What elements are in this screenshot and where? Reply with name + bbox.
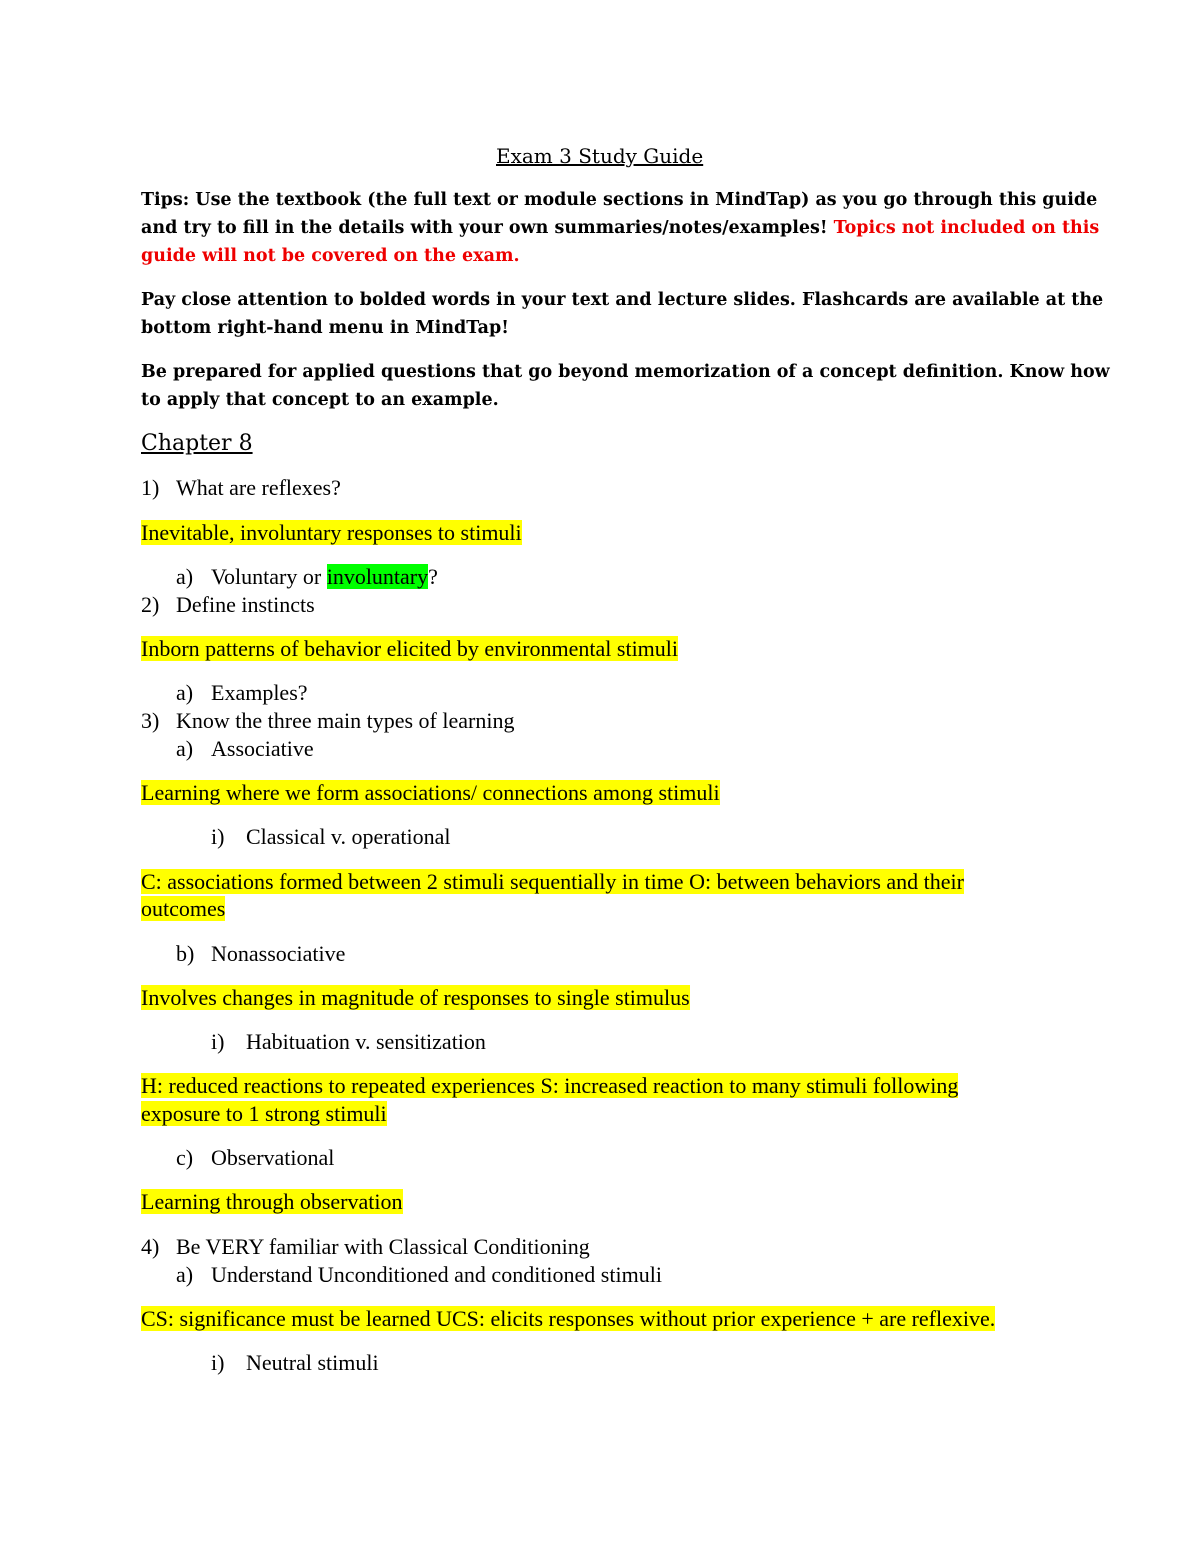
tips-warning-text: Topics not included on this: [833, 218, 1100, 238]
q2a-text: Examples?: [211, 680, 308, 705]
a3bi-answer-line-2: [141, 1100, 387, 1128]
q3a-text: Associative: [211, 736, 314, 761]
a3ai-answer-line-1: [141, 868, 964, 896]
a1-highlight: Inevitable, involuntary responses to stimuli: [141, 520, 522, 545]
q1a-text: [211, 563, 438, 591]
tips-warning-line-3: guide will not be covered on the exam.: [141, 246, 520, 266]
attention-line-2: bottom right-hand menu in MindTap!: [141, 318, 509, 338]
applied-line-1: Be prepared for applied questions that go beyond memorization of a concept definition. Know how: [141, 362, 1110, 382]
a3bi-answer-line-1: [141, 1072, 958, 1100]
a3c-highlight: Learning through observation: [141, 1189, 403, 1214]
q3c-text: Observational: [211, 1145, 335, 1170]
page-title: Exam 3 Study Guide: [496, 144, 704, 168]
q4ai-text: Neutral stimuli: [246, 1350, 379, 1375]
q1-number: 1): [141, 475, 160, 500]
q3c-number: c): [176, 1145, 194, 1170]
q1-text: What are reflexes?: [176, 475, 341, 500]
q4a-text: Understand Unconditioned and conditioned stimuli: [211, 1262, 662, 1287]
tips-line-2: [141, 214, 1099, 242]
q3ai-text: Classical v. operational: [246, 824, 451, 849]
q3b-number: b): [176, 941, 195, 966]
q1a-text-part-1: Voluntary or: [211, 564, 327, 589]
a4a-answer: [141, 1305, 995, 1333]
q3b-text: Nonassociative: [211, 941, 346, 966]
q3a-number: a): [176, 736, 194, 761]
q1a-number: a): [176, 564, 194, 589]
a4a-highlight: CS: significance must be learned UCS: elicits responses without prior experience + are reflexive.: [141, 1306, 996, 1331]
chapter-heading: Chapter 8: [141, 431, 253, 456]
applied-line-2: to apply that concept to an example.: [141, 390, 499, 410]
a3a-highlight: Learning where we form associations/ connections among stimuli: [141, 780, 720, 805]
q3bi-text: Habituation v. sensitization: [246, 1029, 486, 1054]
a3ai-highlight-1: C: associations formed between 2 stimuli sequentially in time O: between behaviors and their: [141, 869, 964, 894]
a3c-answer: [141, 1188, 403, 1216]
tips-line-1: Tips: Use the textbook (the full text or module sections in MindTap) as you go through this guide: [141, 190, 1098, 210]
a3ai-highlight-2: outcomes: [141, 896, 226, 921]
q4-text: Be VERY familiar with Classical Conditioning: [176, 1234, 590, 1259]
q3-text: Know the three main types of learning: [176, 708, 515, 733]
a3b-answer: [141, 984, 690, 1012]
q4a-number: a): [176, 1262, 194, 1287]
q4ai-number: i): [211, 1350, 225, 1375]
a2-highlight: Inborn patterns of behavior elicited by environmental stimuli: [141, 636, 679, 661]
a3b-highlight: Involves changes in magnitude of responses to single stimulus: [141, 985, 690, 1010]
q3-number: 3): [141, 708, 160, 733]
q2-text: Define instincts: [176, 592, 315, 617]
tips-line-2-text: and try to fill in the details with your own summaries/notes/examples!: [141, 218, 834, 238]
a3ai-answer-line-2: [141, 895, 225, 923]
attention-line-1: Pay close attention to bolded words in your text and lecture slides. Flashcards are available at the: [141, 290, 1104, 310]
q3bi-number: i): [211, 1029, 225, 1054]
a3bi-highlight-1: H: reduced reactions to repeated experiences S: increased reaction to many stimuli following: [141, 1073, 959, 1098]
a3a-answer: [141, 779, 720, 807]
q1a-text-part-3: ?: [428, 564, 438, 589]
a2-answer: [141, 635, 678, 663]
q1a-highlight-green: involuntary: [326, 564, 429, 589]
a1-answer: [141, 519, 522, 547]
q2a-number: a): [176, 680, 194, 705]
q3ai-number: i): [211, 824, 225, 849]
q2-number: 2): [141, 592, 160, 617]
q4-number: 4): [141, 1234, 160, 1259]
a3bi-highlight-2: exposure to 1 strong stimuli: [141, 1101, 387, 1126]
